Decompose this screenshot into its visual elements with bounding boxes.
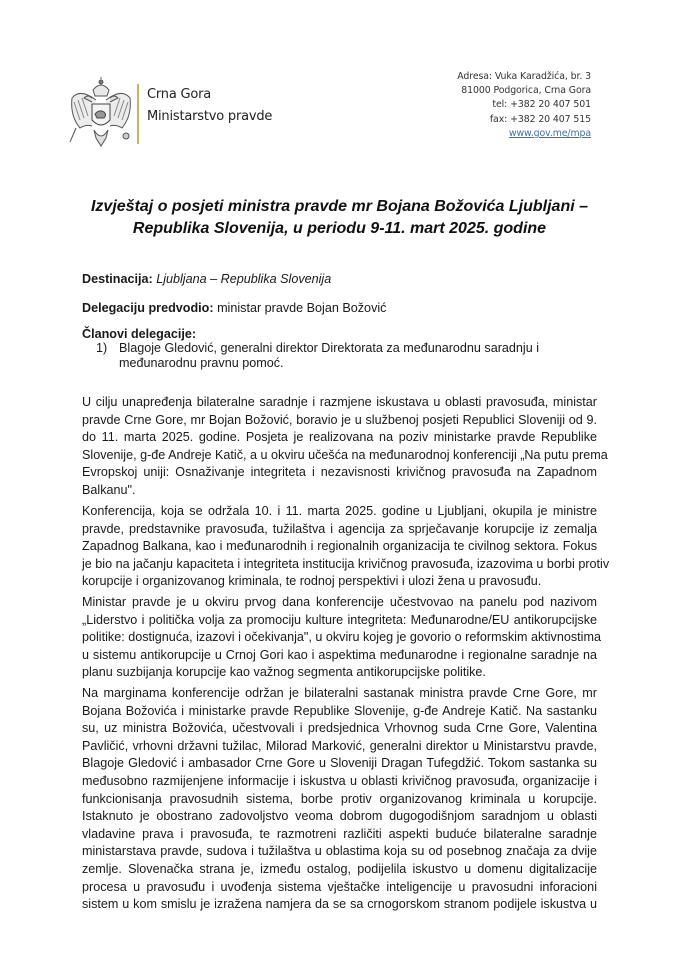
organization-name [147, 84, 272, 128]
text-line: Slovenije, g-đe Andreje Katič, a u okviru učešća na međunarodnoj konferenciji „Na putu prema [82, 447, 608, 462]
text-line: Blagoje Gledović i ambasador Crne Gore u Sloveniji Dragan Tufegdžić. Tokom sastanka su [82, 756, 597, 771]
country-name: Crna Gora [147, 87, 212, 102]
ministry-name: Ministarstvo pravde [147, 109, 273, 124]
delegation-lead-value: ministar pravde Bojan Božović [217, 301, 387, 315]
body-paragraph-1 [82, 394, 608, 500]
text-line: U cilju unapređenja bilateralne saradnje i razmjene iskustava u oblasti pravosuđa, ministar [82, 395, 597, 409]
text-line: Balkanu". [82, 482, 136, 497]
list-item-line: međunarodnu pravnu pomoć. [119, 356, 284, 370]
body-paragraph-2 [82, 503, 610, 591]
contact-block [457, 70, 591, 141]
text-line: Konferencija, koja se održala 10. i 11. marta 2025. godine u Ljubljani, okupila je ministre [82, 504, 597, 518]
text-line: pravde Crne Gore, mr Bojan Božović, boravio je u službenoj posjeti Republici Sloveniji od 9. [82, 412, 597, 427]
text-line: je bio na jačanju kapaciteta i integriteta institucija krivičnog pravosuđa, izazovima u borbi protiv [82, 556, 610, 571]
text-line: politike: dostignuća, izazovi i očekivanja", u okviru kojeg je govorio o reformskim aktivnostima [82, 630, 601, 645]
contact-address: Adresa: Vuka Karadžića, br. 3 [457, 71, 591, 82]
list-item-line: Blagoje Gledović, generalni direktor Direktorata za međunarodnu saradnju i [119, 341, 540, 355]
destination-label: Destinacija: [82, 272, 153, 286]
text-line: funkcionisanja pravosudnih sistema, borbe protiv organizovanog kriminala u korupcije. [82, 791, 597, 806]
text-line: procesa u pravosuđu i uvođenja sistema vještačke inteligencije u pravosudni inforacioni [82, 879, 597, 894]
text-line: ministarstava pravde, sudova i tužilaštva u oblastima koja su od posebnog značaja za dvije [82, 844, 597, 859]
destination-field [82, 272, 597, 287]
text-line: Evropskoj uniji: Osnaživanje integriteta i nezavisnosti krivičnog pravosuđa na Zapadnom [82, 465, 597, 480]
text-line: planu suzbijanja korupcije kao važnog segmenta antikorupcijske politike. [82, 665, 486, 680]
text-line: Bojana Božovića i ministarke pravde Republike Slovenije, g-đe Andreje Katič. Na sastanku [82, 703, 597, 718]
text-line: Istaknuto je obostrano zadovoljstvo veoma dobrom dugogodišnjom saradnjom u oblasti [82, 809, 597, 824]
text-line: sistem u kom smislu je izražena namjera da se sa crnogorskom stranom podijele iskustva u [82, 897, 597, 912]
list-item-number: 1) [96, 341, 108, 355]
text-line: su, uz ministra Božovića, učestvovali i predsjednica Vrhovnog suda Crne Gore, Valentina [82, 721, 597, 736]
destination-value: Ljubljana – Republika Slovenija [156, 272, 332, 286]
document-title [80, 196, 599, 240]
delegation-lead-label: Delegaciju predvodio: [82, 301, 214, 315]
delegation-members-heading [82, 327, 597, 342]
text-line: međusobno razmijenjene informacije i iskustva u oblasti krivičnog pravosuđa, organizacije i [82, 773, 597, 788]
list-item-text [119, 341, 599, 371]
header-divider [137, 84, 139, 144]
text-line: Zapadnog Balkana, kao i međunarodnih i regionalnih organizacija te civilnog sektora. Fokus [82, 539, 597, 554]
text-line: Na marginama konferencije održan je bilateralni sastanak ministra pravde Crne Gore, mr [82, 686, 597, 700]
title-line-2: Republika Slovenija, u periodu 9-11. mart 2025. godine [132, 220, 547, 237]
body-paragraph-3 [82, 594, 601, 682]
text-line: pravde, predstavnike pravosuđa, tužilaštva i agencija za sprječavanje korupcije iz zemalja [82, 521, 597, 536]
members-label: Članovi delegacije: [82, 327, 197, 341]
body-paragraph-4 [82, 685, 597, 914]
text-line: u sistemu antikorupcije u Crnoj Gori kao i aspektima međunarodne i regionalne saradnje na [82, 647, 597, 662]
text-line: korupcije i organizovanog kriminala, te rodnoj perspektivi i ulozi žena u pravosuđu. [82, 574, 542, 589]
text-line: Pavličić, vrhovni državni tužilac, Milorad Marković, generalni direktor u Ministarstvu pravde, [82, 738, 597, 753]
text-line: „Liderstvo i politička volja za promociju kulture integriteta: Međunarodne/EU antikorupcijske [82, 612, 597, 627]
contact-fax: fax: +382 20 407 515 [489, 113, 591, 125]
text-line: Ministar pravde je u okviru prvog dana konferencije učestvovao na panelu pod nazivom [82, 595, 597, 609]
coat-of-arms-icon [66, 76, 136, 156]
contact-city: 81000 Podgorica, Crna Gora [461, 85, 591, 97]
contact-tel: tel: +382 20 407 501 [492, 99, 591, 111]
text-line: vladavine prava i pravosuđa, te razmotreni različiti aspekti buduće bilateralne saradnje [82, 826, 597, 841]
title-line-1: Izvještaj o posjeti ministra pravde mr Bojana Božovića Ljubljani – [90, 198, 589, 215]
text-line: do 11. marta 2025. godine. Posjeta je realizovana na poziv ministarke pravde Republike [82, 430, 597, 445]
text-line: zemlje. Slovenačka strana je, između ostalog, podijelila iskustvo u domenu digitalizacije [82, 861, 597, 876]
delegation-lead-field [82, 301, 597, 316]
website-link[interactable]: www.gov.me/mpa [508, 127, 591, 139]
